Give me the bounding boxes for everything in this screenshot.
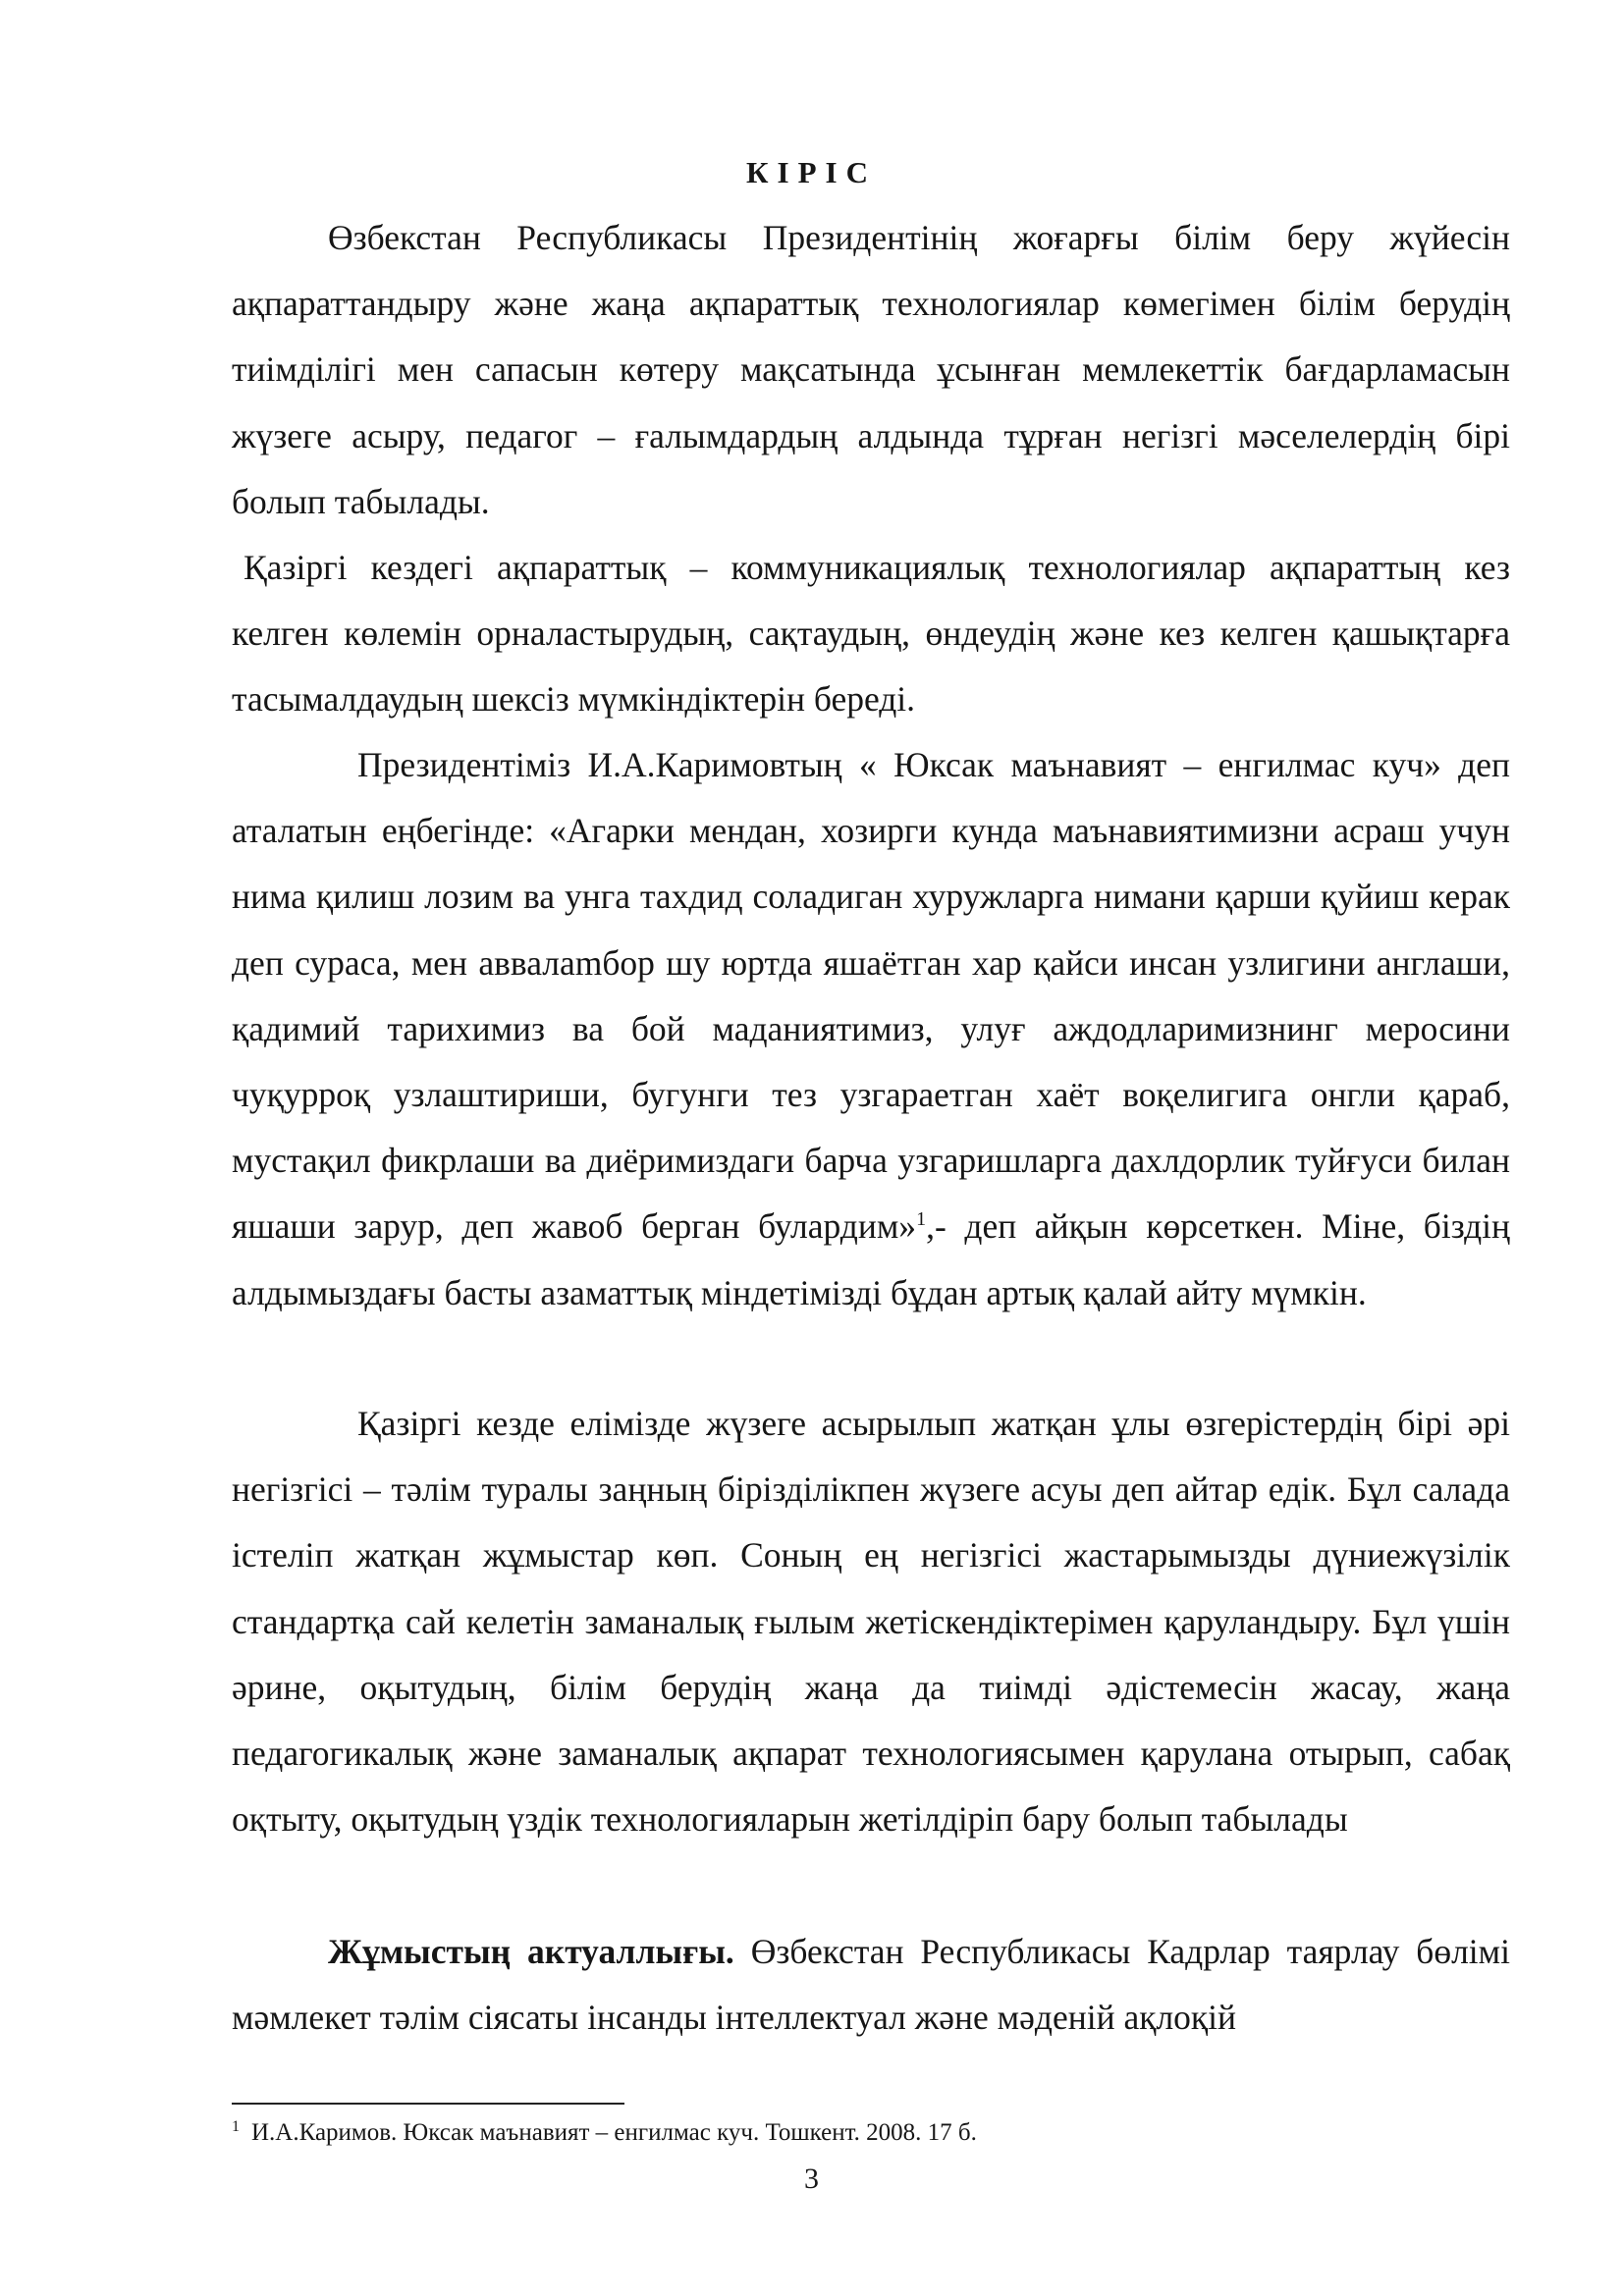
footnote-separator: [232, 2103, 624, 2105]
footnote-number: 1: [232, 2117, 240, 2135]
paragraph-1-text: Өзбекстан Республикасы Президентінің жоғарғы білім беру жүйесін ақпараттандыру және жаңа ақпараттық технологиялар көмегімен білім берудің тиімділігі мен сапасын көтеру мақсатында ұсынған мемлекеттік бағдарламасын жүзеге асыру, педагог – ғалымдардың алдында тұрған негізгі мәселелердің бірі болып табылады.: [232, 218, 1510, 521]
paragraph-2-text: Қазіргі кездегі ақпараттық – коммуникациялық технологиялар ақпараттың кез келген көлемін орналастырудың, сақтаудың, өндеудің және кез келген қашықтарға тасымалдаудың шексіз мүмкіндіктерін береді.: [232, 548, 1510, 720]
footnote-reference[interactable]: 1: [916, 1208, 927, 1231]
footnote-text: И.А.Каримов. Юксак маънавият – енгилмас куч. Тошкент. 2008. 17 б.: [251, 2119, 977, 2146]
paragraph-2: [232, 535, 1510, 733]
page-number: 3: [804, 2163, 819, 2195]
paragraph-3-text: [232, 732, 1510, 1326]
paragraph-1: [232, 205, 1510, 535]
paragraph-3-conclusion: ,- деп айқын көрсеткен. Міне, біздің алдымыздағы басты азаматтық міндетімізді бұдан артық қалай айту мүмкін.: [232, 1206, 1511, 1312]
paragraph-5: [232, 1919, 1510, 2051]
paragraph-4-text: Қазіргі кезде елімізде жүзеге асырылып жатқан ұлы өзгерістердің бірі әрі негізгісі – тәлім туралы заңның бірізділікпен жүзеге асуы деп айтар едік. Бұл салада істеліп жатқан жұмыстар көп. Соның ең негізгісі жастарымызды дүниежүзілік стандартқа сай келетін заманалық ғылым жетіскендіктерімен қаруландыру. Бұл үшін әрине, оқытудың, білім берудің жаңа да тиімді әдістемесін жасау, жаңа педагогикалық және заманалық ақпарат технологиясымен қарулана отырып, сабақ оқтыту, оқытудың үздік технологияларын жетілдіріп бару болып табылады: [232, 1404, 1510, 1840]
paragraph-5-body: Өзбекстан Республикасы Кадрлар таярлау бөлімі мәмлекет тәлім сіясаты інсанды інтеллектуал және мәденій ақлоқій: [232, 1932, 1510, 2038]
footnote: [232, 2115, 1508, 2151]
page-title: КІРІС: [746, 155, 877, 189]
section-heading-relevance: Жұмыстың актуаллығы.: [328, 1932, 734, 1971]
paragraph-3-quote: Президентіміз И.А.Каримовтың « Юксак маънавият – енгилмас куч» деп аталатын еңбегінде: «Агарки мендан, хозирги кунда маънавиятимизни асраш учун нима қилиш лозим ва унга тахдид соладиган хуружларга нимани қарши қуйиш керак деп сураса, мен аввалamбор шу юртда яшаётган хар қайси инсан узлигини англаши, қадимий тарихимиз ва бой маданиятимиз, улуғ аждодларимизнинг меросини чуқурроқ узлаштириши, бугунги тез узгараетган хаёт воқелигига онгли қараб, мустақил фикрлаши ва диёримиздаги барча узгаришларга дахлдорлик туйғуси билан яшаши зарур, деп жавоб берган булардим»: [232, 745, 1510, 1247]
paragraph-4: [232, 1391, 1510, 1852]
paragraph-3: [232, 732, 1510, 1326]
paragraph-5-text: [232, 1919, 1510, 2051]
